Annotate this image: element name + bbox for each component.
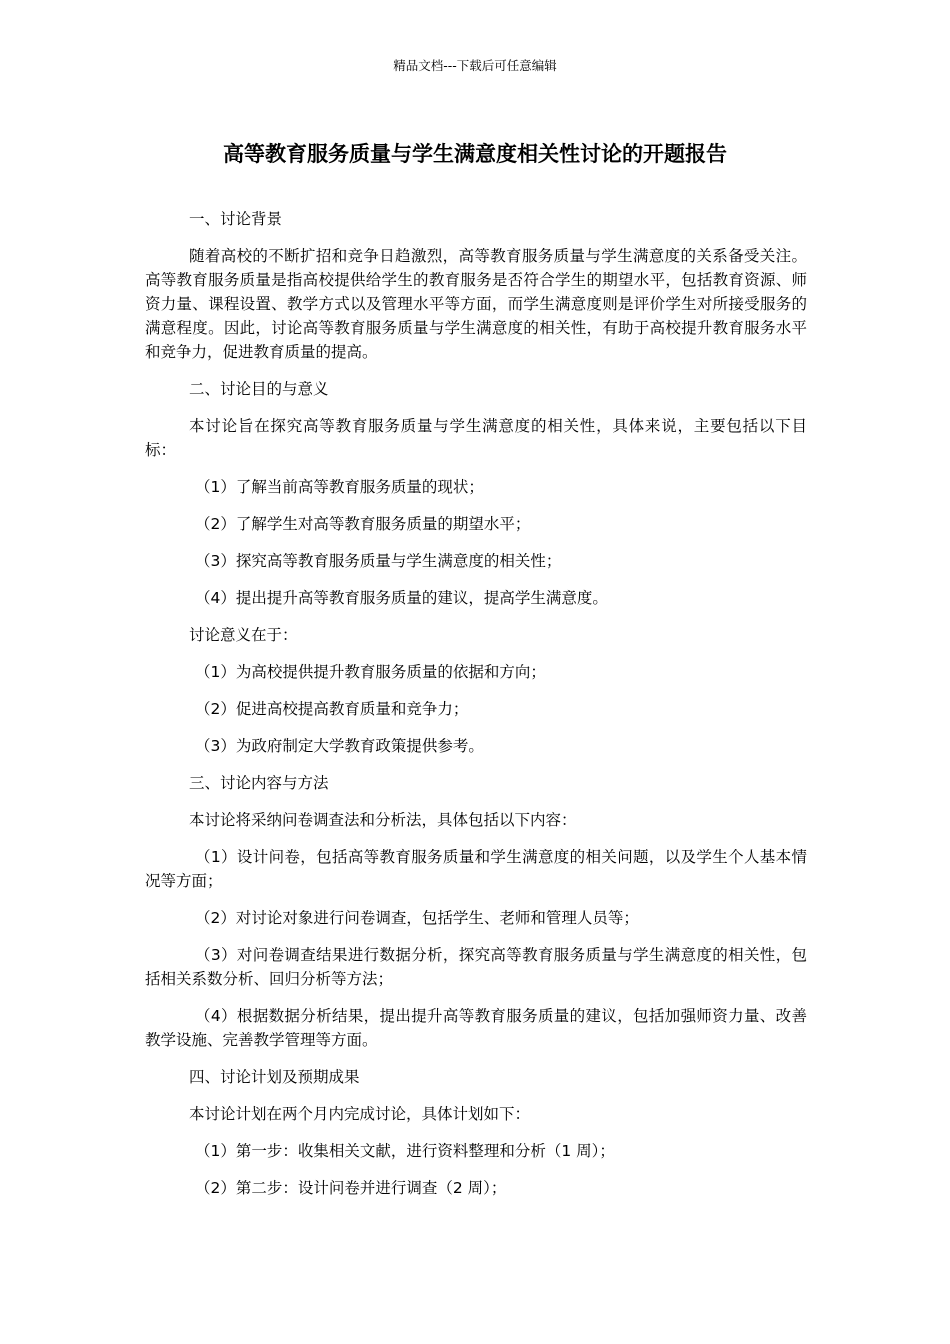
list-item: （1）设计问卷，包括高等教育服务质量和学生满意度的相关问题，以及学生个人基本情况等方面； [145, 848, 807, 890]
list-item: （3）对问卷调查结果进行数据分析，探究高等教育服务质量与学生满意度的相关性，包括相关系数分析、回归分析等方法； [145, 946, 807, 988]
list-item: （2）促进高校提高教育质量和竞争力； [195, 700, 469, 718]
list-item: （4）提出提升高等教育服务质量的建议，提高学生满意度。 [195, 589, 608, 607]
paragraph-purpose-intro: 本讨论旨在探究高等教育服务质量与学生满意度的相关性，具体来说，主要包括以下目标： [145, 417, 807, 459]
document-title: 高等教育服务质量与学生满意度相关性讨论的开题报告 [223, 142, 727, 166]
section-heading-plan: 四、讨论计划及预期成果 [189, 1068, 360, 1086]
section-heading-purpose: 二、讨论目的与意义 [189, 380, 329, 398]
list-item: （3）探究高等教育服务质量与学生满意度的相关性； [195, 552, 562, 570]
list-item: （1）了解当前高等教育服务质量的现状； [195, 478, 484, 496]
list-item: （2）第二步：设计问卷并进行调查（2 周）； [195, 1179, 507, 1197]
list-item: （3）为政府制定大学教育政策提供参考。 [195, 737, 484, 755]
section-heading-methods: 三、讨论内容与方法 [189, 774, 329, 792]
list-item: （1）为高校提供提升教育服务质量的依据和方向； [195, 663, 546, 681]
list-item: （4）根据数据分析结果，提出提升高等教育服务质量的建议，包括加强师资力量、改善教学设施、完善教学管理等方面。 [145, 1007, 807, 1049]
paragraph-background: 随着高校的不断扩招和竞争日趋激烈，高等教育服务质量与学生满意度的关系备受关注。高等教育服务质量是指高校提供给学生的教育服务是否符合学生的期望水平，包括教育资源、师资力量、课程设置、教学方式以及管理水平等方面，而学生满意度则是评价学生对所接受服务的满意程度。因此，讨论高等教育服务质量与学生满意度的相关性，有助于高校提升教育服务水平和竞争力，促进教育质量的提高。 [145, 247, 807, 361]
paragraph-methods-intro: 本讨论将采纳问卷调查法和分析法，具体包括以下内容： [189, 811, 577, 829]
list-item: （2）了解学生对高等教育服务质量的期望水平； [195, 515, 531, 533]
header-note: 精品文档---下载后可任意编辑 [393, 58, 557, 73]
paragraph-plan-intro: 本讨论计划在两个月内完成讨论，具体计划如下： [189, 1105, 531, 1123]
document-body [145, 207, 807, 1213]
list-item: （2）对讨论对象进行问卷调查，包括学生、老师和管理人员等； [195, 909, 639, 927]
list-item: （1）第一步：收集相关文献，进行资料整理和分析（1 周）； [195, 1142, 615, 1160]
section-heading-background: 一、讨论背景 [189, 210, 283, 228]
paragraph-significance-intro: 讨论意义在于： [189, 626, 298, 644]
